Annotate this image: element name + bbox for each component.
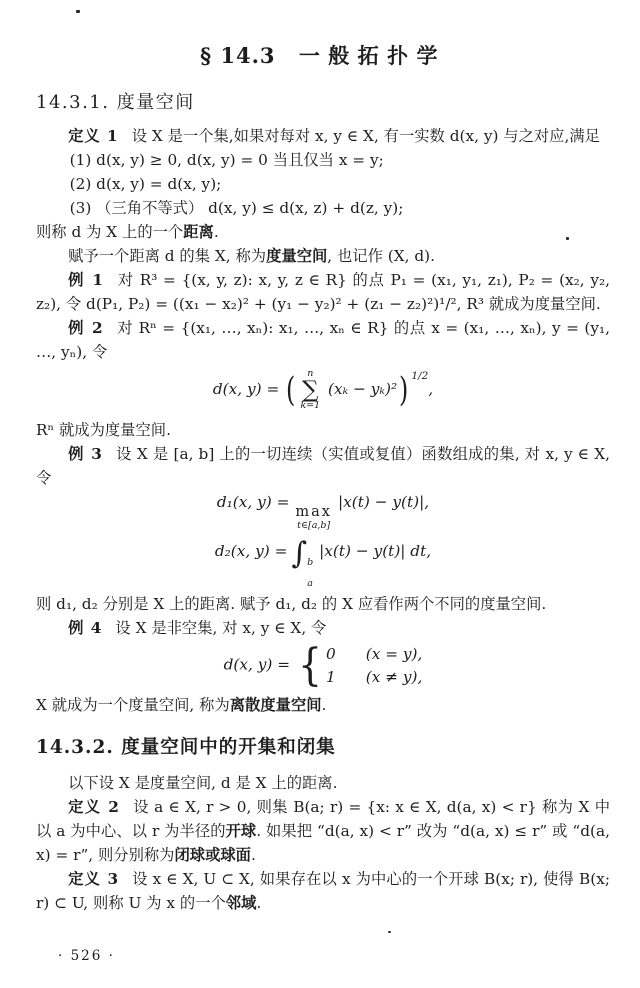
big-paren-close: ) xyxy=(399,370,409,410)
integral-lower-limit: a xyxy=(307,578,313,589)
scan-speck xyxy=(388,931,391,933)
exponent-half: 1/2 xyxy=(411,370,429,382)
brace-icon: { xyxy=(298,639,322,691)
definition-1-text: 设 X 是一个集,如果对每对 x, y ∈ X, 有一实数 d(x, y) 与之对应,满足 xyxy=(131,127,600,145)
example-3-label: 例 3 xyxy=(68,445,103,463)
example-1-text: 对 R³ = {(x, y, z): x, y, z ∈ R} 的点 P₁ = (x₁, y₁, z₁), P₂ = (x₂, y₂, z₂), 令 d(P₁, P₂) = ((x₁ − x₂)² + (y₁ − y₂)² + (z₁ − z₂)²)¹/², R³ 就成为度量空间. xyxy=(36,271,610,313)
term-distance: 距离 xyxy=(183,223,214,241)
two-metrics-remark: 则 d₁, d₂ 分别是 X 上的距离. 赋予 d₁, d₂ 的 X 应看作两个不同的度量空间. xyxy=(36,595,547,613)
summation-symbol xyxy=(300,369,320,411)
term-discrete-metric-space: 离散度量空间 xyxy=(229,696,322,714)
example-2-label: 例 2 xyxy=(68,319,104,337)
page-title xyxy=(36,40,610,70)
example-4-label: 例 4 xyxy=(68,619,103,637)
term-closed-ball-sphere: 闭球或球面 xyxy=(174,846,251,864)
max-subscript: t∈[a,b] xyxy=(297,520,331,531)
sum-body: (xₖ − yₖ)² xyxy=(328,380,398,398)
distance-remark: 则称 d 为 X 上的一个距离. xyxy=(36,223,219,241)
case-2-value: 1 xyxy=(326,668,336,686)
integral-icon: ∫ xyxy=(291,536,308,571)
sigma-icon: ∑ xyxy=(302,377,319,403)
max-body: |x(t) − y(t)|, xyxy=(337,493,430,511)
max-operator xyxy=(295,505,332,531)
big-paren-open: ( xyxy=(286,370,296,410)
definition-2-label: 定义 2 xyxy=(68,798,120,816)
definition-1-axioms xyxy=(36,148,610,220)
scan-speck xyxy=(566,237,569,240)
example-3-paragraph xyxy=(36,442,610,490)
definition-1-label: 定义 1 xyxy=(68,127,119,145)
example-2-text: 对 Rⁿ = {(x₁, …, xₙ): x₁, …, xₙ ∈ R} 的点 x = (x₁, …, xₙ), y = (y₁, …, yₙ), 令 xyxy=(36,319,610,361)
axiom-1: (1) d(x, y) ≥ 0, d(x, y) = 0 当且仅当 x = y; xyxy=(69,151,384,169)
axiom-3: (3) （三角不等式） d(x, y) ≤ d(x, z) + d(z, y); xyxy=(69,199,404,217)
case-1-condition: (x = y), xyxy=(365,645,423,663)
metric-space-remark: 赋予一个距离 d 的集 X, 称为度量空间, 也记作 (X, d). xyxy=(68,247,435,265)
axiom-2: (2) d(x, y) = d(x, y); xyxy=(69,175,222,193)
subsection-heading-1432: 14.3.2. 度量空间中的开集和闭集 xyxy=(36,737,336,758)
max-label: max xyxy=(295,504,332,520)
scan-speck xyxy=(76,10,80,13)
term-neighborhood: 邻域 xyxy=(225,894,257,912)
subsection-heading-1431: 14.3.1. 度量空间 xyxy=(36,92,195,113)
discrete-space-remark: X 就成为一个度量空间, 称为离散度量空间. xyxy=(36,696,327,714)
integral-distance-formula: d₂(x, y) = ∫ b a |x(t) − y(t)| dt, xyxy=(214,536,432,589)
example-3-text: 设 X 是 [a, b] 上的一切连续（实值或复值）函数组成的集, 对 x, y ∈ X, 令 xyxy=(36,445,610,487)
section-title-text: 一般拓扑学 xyxy=(298,43,446,68)
section-2-intro: 以下设 X 是度量空间, d 是 X 上的距离. xyxy=(68,774,338,792)
term-metric-space: 度量空间 xyxy=(266,247,328,265)
sum-lower-limit: k=1 xyxy=(300,400,321,411)
definition-1-paragraph xyxy=(36,124,610,148)
discrete-metric-formula: d(x, y) = { 0 (x = y), 1 (x ≠ y), xyxy=(223,639,423,691)
sum-upper-limit: n xyxy=(307,368,314,379)
definition-3-label: 定义 3 xyxy=(68,870,120,888)
piecewise-cases xyxy=(326,643,422,688)
definition-3-paragraph: 定义 3 设 x ∈ X, U ⊂ X, 如果存在以 x 为中心的一个开球 B(x; r), 使得 B(x; r) ⊂ U, 则称 U 为 x 的一个邻域. xyxy=(36,870,610,912)
example-1-paragraph xyxy=(36,268,610,316)
after-sum-remark: Rⁿ 就成为度量空间. xyxy=(36,421,171,439)
euclidean-distance-formula: d(x, y) = ( n ∑ k=1 (xₖ − yₖ)²) $^{1/2}$, xyxy=(212,368,434,411)
example-4-paragraph xyxy=(36,616,610,640)
example-4-text: 设 X 是非空集, 对 x, y ∈ X, 令 xyxy=(115,619,327,637)
integral-body: |x(t) − y(t)| dt, xyxy=(319,542,432,560)
example-2-paragraph xyxy=(36,316,610,364)
term-open-ball: 开球 xyxy=(225,822,257,840)
definition-2-paragraph: 定义 2 设 a ∈ X, r > 0, 则集 B(a; r) = {x: x ∈ X, d(a, x) < r} 称为 X 中以 a 为中心、以 r 为半径的开球. 如果把 “d(a, x) < r” 改为 “d(a, x) ≤ r” 或 “d(a, x) = r”, 则分别称为闭球或球面. xyxy=(36,798,610,864)
example-1-label: 例 1 xyxy=(68,271,105,289)
integral-limits xyxy=(307,557,313,589)
page-number: · 526 · xyxy=(58,948,115,964)
max-distance-formula: d₁(x, y) = max t∈[a,b] |x(t) − y(t)|, xyxy=(216,493,430,531)
section-number: § 14.3 xyxy=(200,43,276,68)
integral-upper-limit: b xyxy=(307,557,314,568)
case-1-value: 0 xyxy=(326,645,336,663)
case-2-condition: (x ≠ y), xyxy=(365,668,423,686)
